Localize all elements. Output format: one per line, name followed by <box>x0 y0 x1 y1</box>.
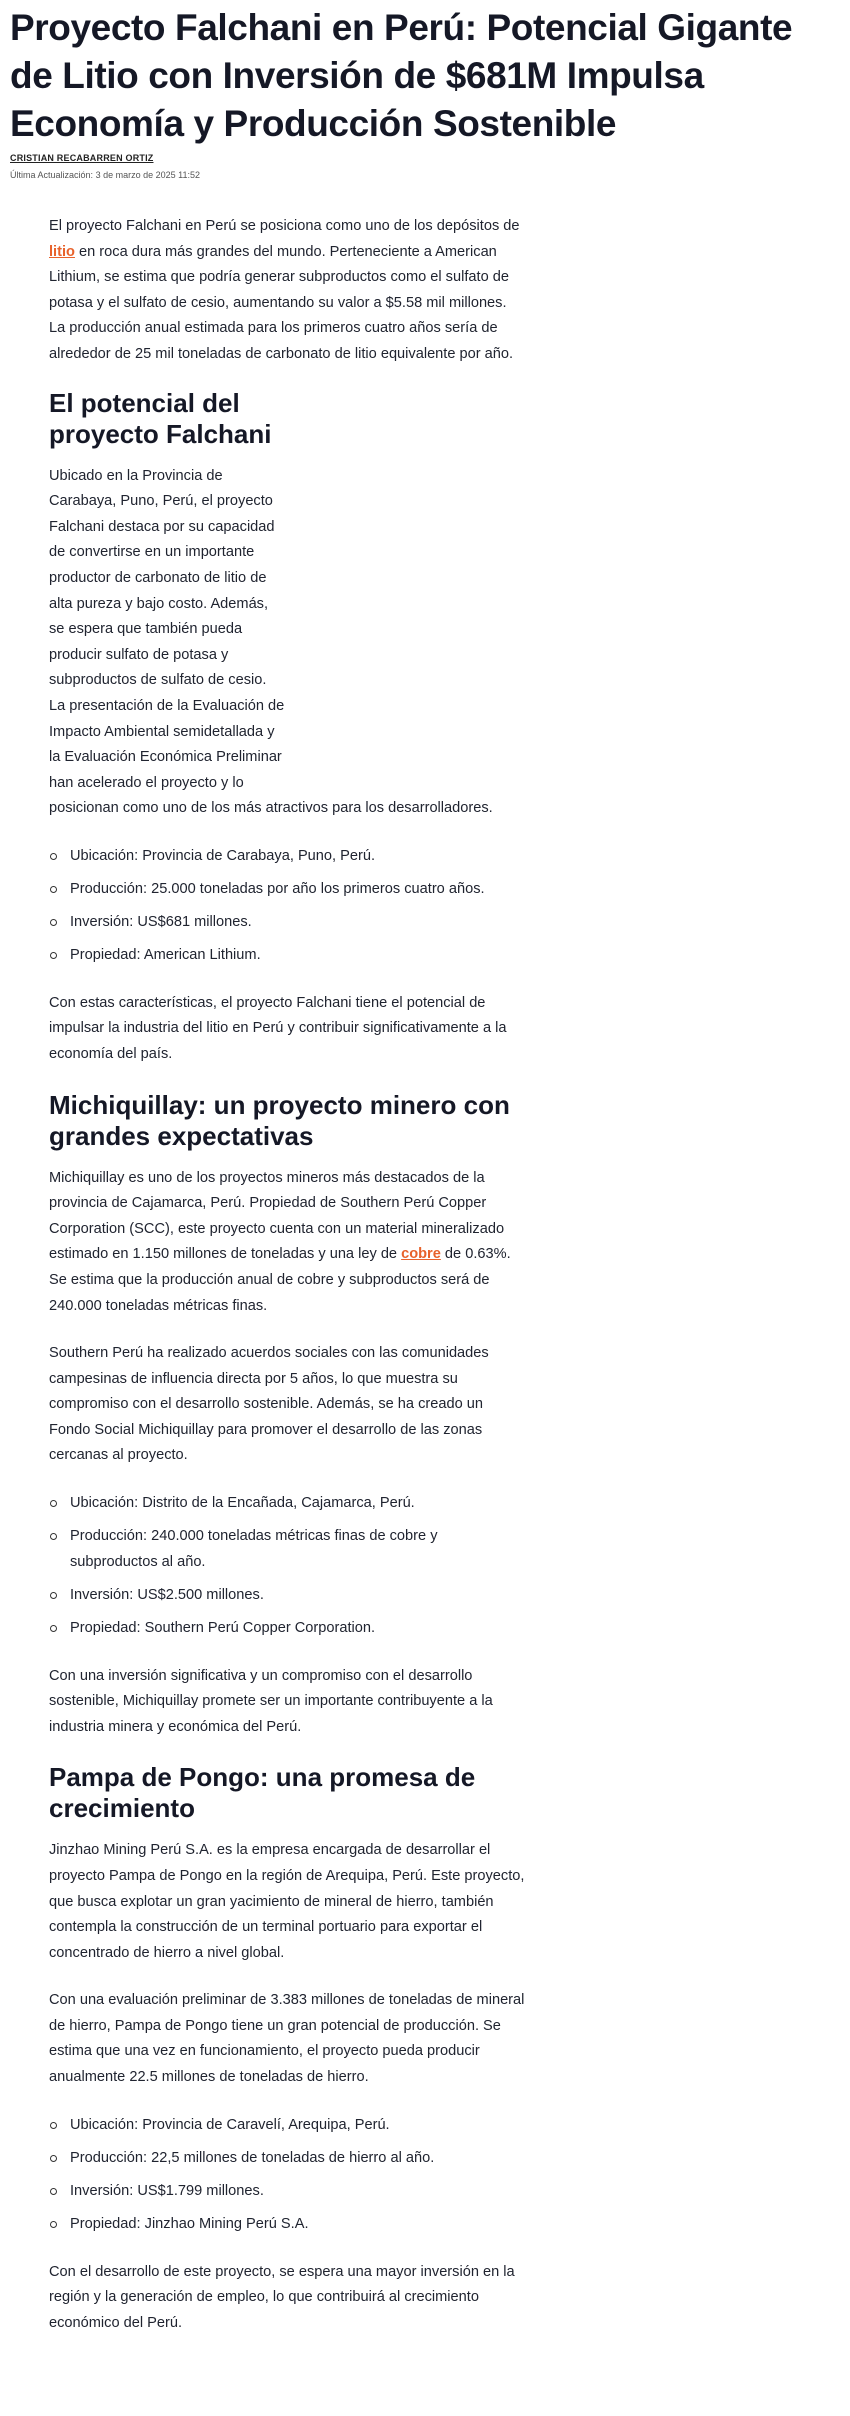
list-item <box>49 943 525 969</box>
list-item <box>49 2146 525 2172</box>
bullet-icon <box>50 2155 57 2162</box>
article-title: Proyecto Falchani en Perú: Potencial Gigante de Litio con Inversión de $681M Impulsa Economía y Producción Sostenible <box>10 7 793 144</box>
bullet-icon <box>50 2188 57 2195</box>
last-updated <box>10 170 200 180</box>
michiquillay-paragraph-1 <box>49 1166 525 1320</box>
bullet-icon <box>50 919 57 926</box>
intro-paragraph <box>49 214 525 368</box>
heading-falchani: El potencial del proyecto Falchani <box>49 387 272 449</box>
pampa-paragraph-1: Jinzhao Mining Perú S.A. es la empresa encargada de desarrollar el proyecto Pampa de Pongo en la región de Arequipa, Perú. Este proyecto, que busca explotar un gran yacimiento de mineral de hierro, también contempla la construcción de un terminal portuario para exportar el concentrado de hierro a nivel global. <box>49 1842 525 1961</box>
bullet-icon <box>50 2221 57 2228</box>
list-item-text: Producción: 22,5 millones de toneladas de hierro al año. <box>70 2149 435 2166</box>
list-item <box>49 844 525 870</box>
list-item <box>49 877 525 903</box>
list-item-text: Inversión: US$2.500 millones. <box>70 1586 264 1603</box>
last-updated-label: Última Actualización: <box>10 170 94 180</box>
list-item <box>49 910 525 936</box>
bullet-icon <box>50 1533 57 1540</box>
list-item <box>49 1524 525 1575</box>
bullet-icon <box>50 1625 57 1632</box>
list-item <box>49 1583 525 1609</box>
list-item-text: Propiedad: American Lithium. <box>70 947 261 964</box>
list-item-text: Ubicación: Provincia de Carabaya, Puno, Perú. <box>70 847 376 864</box>
list-item <box>49 2212 525 2238</box>
heading-michiquillay: Michiquillay: un proyecto minero con grandes expectativas <box>49 1089 510 1151</box>
falchani-paragraph: Ubicado en la Provincia de Carabaya, Puno, Perú, el proyecto Falchani destaca por su capacidad de convertirse en un importante productor de carbonato de litio de alta pureza y bajo costo. Además, se espera que también pueda producir sulfato de potasa y subproductos de sulfato de cesio. La presentación de la Evaluación de Impacto Ambiental semidetallada y la Evaluación Económica Preliminar han acelerado el proyecto y lo posicionan como uno de los más atractivos para los desarrolladores. <box>49 467 493 817</box>
last-updated-date: 3 de marzo de 2025 11:52 <box>95 170 200 180</box>
list-item-text: Inversión: US$1.799 millones. <box>70 2182 264 2199</box>
bullet-icon <box>50 853 57 860</box>
heading-pampa-de-pongo: Pampa de Pongo: una promesa de crecimiento <box>49 1762 476 1824</box>
michiquillay-closing: Con una inversión significativa y un compromiso con el desarrollo sostenible, Michiquillay promete ser un importante contribuyente a la industria minera y económica del Perú. <box>49 1667 493 1735</box>
author-link[interactable]: CRISTIAN RECABARREN ORTIZ <box>10 153 154 163</box>
list-item-text: Propiedad: Southern Perú Copper Corporation. <box>70 1619 376 1636</box>
michiquillay-facts-list <box>49 1491 525 1641</box>
article-body <box>49 214 525 2358</box>
bullet-icon <box>50 886 57 893</box>
list-item <box>49 2113 525 2139</box>
list-item-text: Producción: 25.000 toneladas por año los primeros cuatro años. <box>70 880 485 897</box>
list-item-text: Inversión: US$681 millones. <box>70 914 252 931</box>
bullet-icon <box>50 1592 57 1599</box>
michiquillay-paragraph-2: Southern Perú ha realizado acuerdos sociales con las comunidades campesinas de influencia directa por 5 años, lo que muestra su compromiso con el desarrollo sostenible. Además, se ha creado un Fondo Social Michiquillay para promover el desarrollo de las zonas cercanas al proyecto. <box>49 1345 489 1464</box>
list-item <box>49 2179 525 2205</box>
list-item <box>49 1491 525 1517</box>
bullet-icon <box>50 2122 57 2129</box>
michiquillay-text-start: Michiquillay es uno de los proyectos mineros más destacados de la provincia de Cajamarca, Perú. Propiedad de Southern Perú Copper Corporation (SCC), este proyecto cuenta con un material mineralizado estimado en 1.150 millones de toneladas y una ley de <box>49 1169 505 1263</box>
list-item-text: Propiedad: Jinzhao Mining Perú S.A. <box>70 2215 309 2232</box>
bullet-icon <box>50 952 57 959</box>
list-item <box>49 1616 525 1642</box>
michiquillay-text-end: de 0.63%. Se estima que la producción anual de cobre y subproductos será de 240.000 toneladas métricas finas. <box>49 1246 511 1314</box>
list-item-text: Producción: 240.000 toneladas métricas finas de cobre y subproductos al año. <box>70 1528 438 1570</box>
pampa-facts-list <box>49 2113 525 2238</box>
list-item-text: Ubicación: Distrito de la Encañada, Cajamarca, Perú. <box>70 1495 415 1512</box>
bullet-icon <box>50 1500 57 1507</box>
ad-placeholder <box>285 464 525 789</box>
pampa-paragraph-2: Con una evaluación preliminar de 3.383 millones de toneladas de mineral de hierro, Pampa de Pongo tiene un gran potencial de producción. Se estima que una vez en funcionamiento, el proyecto pueda producir anualmente 22.5 millones de toneladas de hierro. <box>49 1992 525 2086</box>
litio-link[interactable]: litio <box>49 243 75 260</box>
falchani-facts-list <box>49 844 525 969</box>
intro-text-end: en roca dura más grandes del mundo. Perteneciente a American Lithium, se estima que podría generar subproductos como el sulfato de potasa y el sulfato de cesio, aumentando su valor a $5.58 mil millones. La producción anual estimada para los primeros cuatro años sería de alrededor de 25 mil toneladas de carbonato de litio equivalente por año. <box>49 243 514 362</box>
intro-text-start: El proyecto Falchani en Perú se posiciona como uno de los depósitos de <box>49 218 520 234</box>
falchani-closing: Con estas características, el proyecto Falchani tiene el potencial de impulsar la industria del litio en Perú y contribuir significativamente a la economía del país. <box>49 994 507 1062</box>
list-item-text: Ubicación: Provincia de Caravelí, Arequipa, Perú. <box>70 2116 390 2133</box>
cobre-link[interactable]: cobre <box>401 1246 441 1263</box>
pampa-closing: Con el desarrollo de este proyecto, se espera una mayor inversión en la región y la generación de empleo, lo que contribuirá al crecimiento económico del Perú. <box>49 2263 515 2331</box>
